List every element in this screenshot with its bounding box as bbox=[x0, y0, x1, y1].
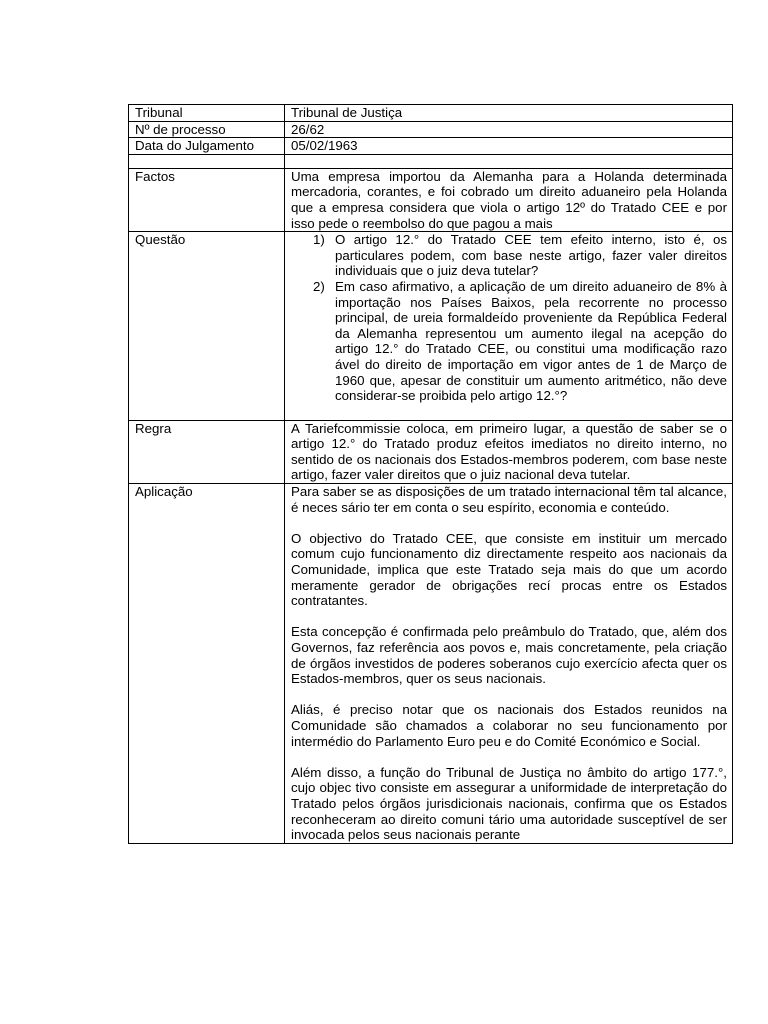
questao-item-2 bbox=[291, 279, 727, 404]
label-tribunal: Tribunal bbox=[129, 105, 285, 122]
label-aplicacao: Aplicação bbox=[129, 484, 285, 844]
aplicacao-paragraph: O objectivo do Tratado CEE, que consiste em instituir um mercado comum cujo funcionamento diz directamente respeito aos nacionais da Comunidade, implica que este Tratado seja mais do que um acordo meramente gerador de obrigações recí procas entre os Estados contratantes. bbox=[291, 530, 727, 609]
row-aplicacao bbox=[129, 484, 733, 844]
questao-item-text: Em caso afirmativo, a aplicação de um direito aduaneiro de 8% à importação nos Países Baixos, pela recorrente no processo principal, de ureia formaldeído proveniente da República Federal da Alemanha representou um aumento ilegal na acepção do artigo 12.° do Tratado CEE, ou constitui uma modificação razo ável do direito de importação em vigor antes de 1 de Março de 1960 que, apesar de constituir um aumento aritmético, não deve considerar-se proibida pelo artigo 12.°? bbox=[335, 278, 727, 404]
case-summary-table bbox=[128, 104, 733, 844]
questao-list bbox=[291, 232, 727, 404]
label-processo: Nº de processo bbox=[129, 121, 285, 138]
questao-item-text: O artigo 12.° do Tratado CEE tem efeito interno, isto é, os particulares podem, com base neste artigo, fazer valer direitos individuais que o juiz deva tutelar? bbox=[335, 232, 727, 279]
label-julgamento: Data do Julgamento bbox=[129, 138, 285, 155]
row-julgamento bbox=[129, 138, 733, 155]
label-factos: Factos bbox=[129, 168, 285, 231]
questao-item-number: 2) bbox=[313, 278, 325, 294]
questao-item-1 bbox=[291, 232, 727, 279]
value-questao bbox=[285, 232, 733, 421]
row-processo bbox=[129, 121, 733, 138]
empty-cell-right bbox=[285, 154, 733, 168]
aplicacao-paragraph: Para saber se as disposições de um tratado internacional têm tal alcance, é neces sário ter em conta o seu espírito, economia e conteúdo. bbox=[291, 484, 727, 515]
regra-text: A Tariefcommissie coloca, em primeiro lugar, a questão de saber se o artigo 12.° do Tratado produz efeitos imediatos no direito interno, no sentido de os nacionais dos Estados-membros poderem, com base neste artigo, fazer valer direitos que o juiz nacional deva tutelar. bbox=[291, 420, 727, 483]
row-factos bbox=[129, 168, 733, 231]
row-empty bbox=[129, 154, 733, 168]
value-aplicacao bbox=[285, 484, 733, 844]
aplicacao-paragraph: Aliás, é preciso notar que os nacionais dos Estados reunidos na Comunidade são chamados a colaborar no seu funcionamento por intermédio do Parlamento Euro peu e do Comité Económico e Social. bbox=[291, 702, 727, 749]
label-questao: Questão bbox=[129, 232, 285, 421]
row-regra bbox=[129, 420, 733, 483]
questao-item-number: 1) bbox=[313, 232, 325, 248]
row-questao bbox=[129, 232, 733, 421]
value-processo: 26/62 bbox=[285, 121, 733, 138]
factos-text: Uma empresa importou da Alemanha para a Holanda determinada mercadoria, corantes, e foi cobrado um direito aduaneiro pela Holanda que a empresa considera que viola o artigo 12º do Tratado CEE e por isso pede o reembolso do que pagou a mais bbox=[291, 168, 727, 231]
value-tribunal: Tribunal de Justiça bbox=[285, 105, 733, 122]
value-julgamento: 05/02/1963 bbox=[285, 138, 733, 155]
value-regra bbox=[285, 420, 733, 483]
aplicacao-paragraph: Além disso, a função do Tribunal de Justiça no âmbito do artigo 177.°, cujo objec tivo consiste em assegurar a uniformidade de interpretação do Tratado pelos órgãos jurisdicionais nacionais, confirma que os Estados reconheceram ao direito comuni tário uma autoridade susceptível de ser invocada pelos seus nacionais perante bbox=[291, 764, 727, 843]
label-regra: Regra bbox=[129, 420, 285, 483]
value-factos bbox=[285, 168, 733, 231]
aplicacao-paragraph: Esta concepção é confirmada pelo preâmbulo do Tratado, que, além dos Governos, faz referência aos povos e, mais concretamente, pela criação de órgãos investidos de poderes soberanos cujo exercício afecta quer os Estados-membros, quer os seus nacionais. bbox=[291, 624, 727, 687]
empty-cell-left bbox=[129, 154, 285, 168]
row-tribunal bbox=[129, 105, 733, 122]
